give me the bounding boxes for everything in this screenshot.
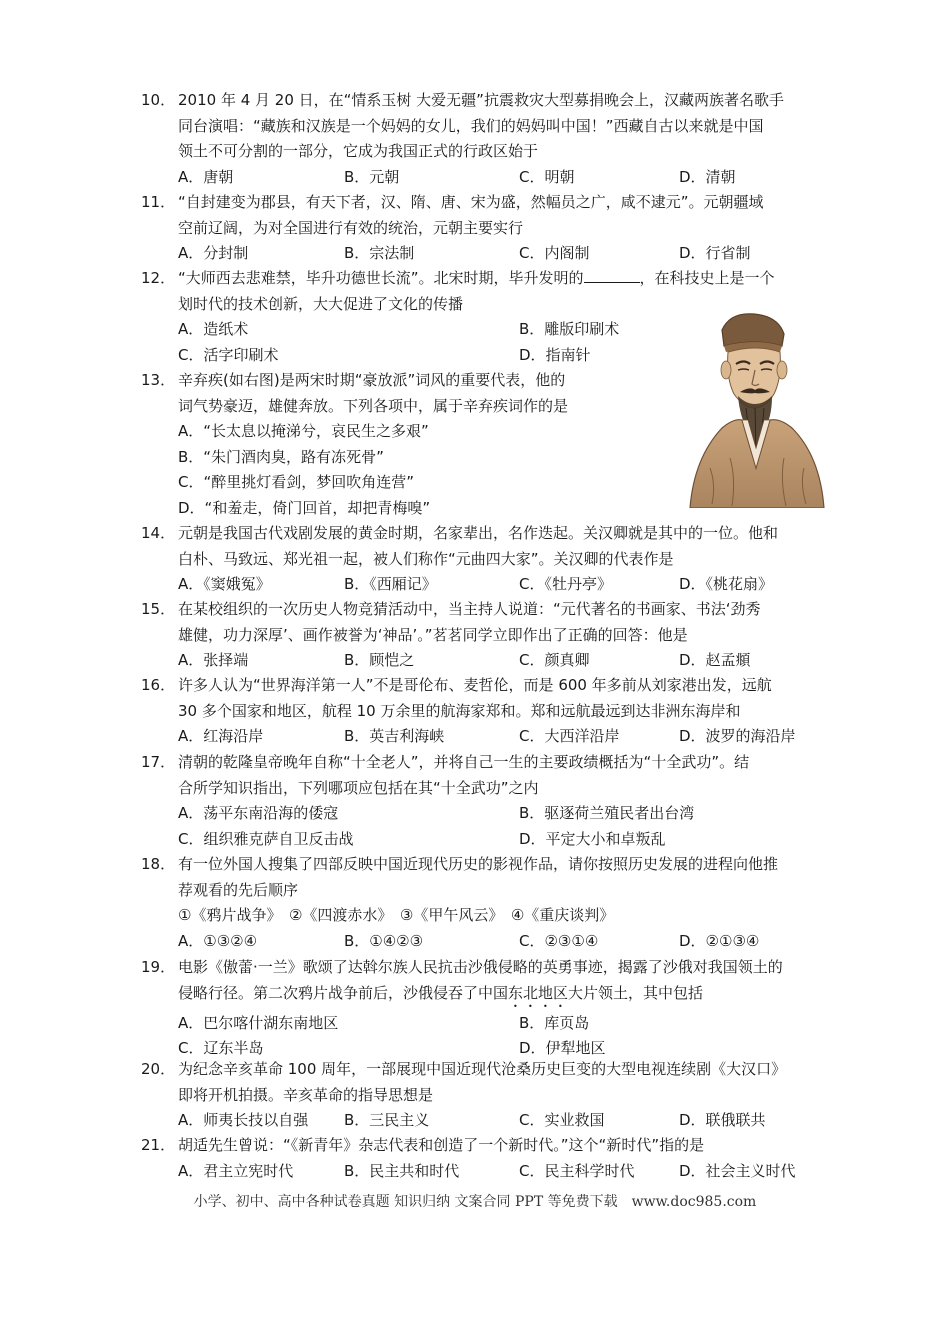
question-number: 21． (141, 1136, 176, 1154)
question-number: 17． (141, 753, 176, 771)
options-row (141, 648, 861, 674)
question-text: 电影《傲蕾·一兰》歌颂了达斡尔族人民抗击沙俄侵略的英勇事迹，揭露了沙俄对我国领土的 (178, 958, 783, 976)
question-text: 为纪念辛亥革命 100 周年，一部展现中国近现代沧桑历史巨变的大型电视连续剧《大汉口》 (178, 1060, 787, 1078)
option-d: D．赵孟頫 (679, 651, 751, 669)
question-number: 13． (141, 371, 176, 389)
question-text: 在某校组织的一次历史人物竞猜活动中，当主持人说道：“元代著名的书画家、书法‘劲秀 (178, 600, 761, 618)
question-text: 即将开机拍摄。辛亥革命的指导思想是 (178, 1085, 434, 1104)
option-a: A．张择端 (178, 651, 249, 669)
options-row (141, 929, 861, 955)
option-b: B．英吉利海峡 (344, 727, 445, 745)
option-a: A．师夷长技以自强 (178, 1111, 309, 1129)
question-number: 16． (141, 676, 176, 694)
question-16 (141, 673, 861, 750)
question-text: 词气势豪迈，雄健奔放。下列各项中，属于辛弃疾词作的是 (178, 396, 569, 415)
question-number: 20． (141, 1060, 176, 1078)
question-text: 合所学知识指出，下列哪项应包括在其“十全武功”之内 (178, 778, 539, 797)
question-text: 荐观看的先后顺序 (178, 880, 299, 899)
question-text: “自封建变为郡县，有天下者，汉、隋、唐、宋为盛，然幅员之广，咸不逮元”。元朝疆域 (178, 193, 764, 211)
option-c: C．大西洋沿岸 (519, 727, 620, 745)
film-list: ①《鸦片战争》 ②《四渡赤水》 ③《甲午风云》 ④《重庆谈判》 (178, 906, 615, 924)
option-b: B．民主共和时代 (344, 1161, 460, 1180)
page-footer: 小学、初中、高中各种试卷真题 知识归纳 文案合同 PPT 等免费下载 www.doc985.com (193, 1194, 757, 1210)
option-b: B．《西厢记》 (344, 575, 437, 593)
question-text: 有一位外国人搜集了四部反映中国近现代历史的影视作品，请你按照历史发展的进程向他推 (178, 855, 779, 873)
question-10 (141, 88, 861, 190)
option-b: B．顾恺之 (344, 651, 415, 669)
options-row (141, 165, 861, 191)
question-text: 白朴、马致远、郑光祖一起，被人们称作“元曲四大家”。关汉卿的代表作是 (178, 549, 674, 568)
option-c: C．明朝 (519, 167, 575, 186)
option-a: A．分封制 (178, 244, 249, 262)
options-row (141, 1159, 861, 1185)
options-row (141, 1011, 861, 1037)
question-text: 划时代的技术创新，大大促进了文化的传播 (178, 294, 464, 313)
option-d: D．清朝 (679, 167, 736, 186)
question-text: 清朝的乾隆皇帝晚年自称“十全老人”，并将自己一生的主要政绩概括为“十全武功”。结 (178, 753, 750, 771)
option-d: D．②①③④ (679, 931, 760, 950)
option-a: A．红海沿岸 (178, 727, 264, 745)
option-d: D．社会主义时代 (679, 1161, 796, 1180)
question-text: 元朝是我国古代戏剧发展的黄金时期，名家辈出，名作迭起。关汉卿就是其中的一位。他和 (178, 524, 779, 542)
option-a: A．造纸术 (178, 320, 249, 338)
options-row (141, 801, 861, 827)
question-text: 领土不可分割的一部分，它成为我国正式的行政区始于 (178, 142, 539, 160)
option-a: A．“长太息以掩涕兮，哀民生之多艰” (178, 422, 429, 440)
question-number: 14． (141, 524, 176, 542)
question-text (141, 266, 861, 292)
options-row (141, 572, 861, 598)
option-d: D．伊犁地区 (519, 1039, 606, 1057)
option-d: D．波罗的海沿岸 (679, 727, 796, 745)
option-d: D．行省制 (679, 244, 751, 262)
option-c: C．辽东半岛 (178, 1039, 264, 1057)
option-b: B．宗法制 (344, 244, 415, 262)
options-row (141, 1108, 861, 1134)
option-a: A．荡平东南沿海的倭寇 (178, 804, 339, 822)
question-number: 11． (141, 193, 176, 211)
question-21 (141, 1133, 861, 1184)
question-text: 空前辽阔，为对全国进行有效的统治，元朝主要实行 (178, 218, 524, 237)
option-c: C．组织雅克萨自卫反击战 (178, 829, 354, 848)
question-text-part: ，在科技史上是一个 (639, 269, 775, 287)
option-b: B．三民主义 (344, 1111, 430, 1129)
question-18 (141, 852, 861, 954)
option-d: D．《桃花扇》 (679, 575, 774, 593)
option-a: A．《窦娥冤》 (178, 575, 271, 593)
question-20 (141, 1057, 861, 1134)
option-d: D．指南针 (519, 345, 591, 364)
answer-blank (584, 267, 640, 283)
option-b: B．库页岛 (519, 1013, 590, 1032)
question-text: 辛弃疾(如右图)是两宋时期“豪放派”词风的重要代表，他的 (178, 371, 566, 389)
question-17 (141, 750, 861, 852)
option-c: C．②③①④ (519, 931, 599, 950)
option-c: C．活字印刷术 (178, 345, 279, 364)
option-a: A．唐朝 (178, 167, 234, 186)
option-c: C．民主科学时代 (519, 1161, 635, 1180)
question-text-part: 侵略行径。第二次鸦片战争前后，沙俄侵吞了中国 (178, 983, 509, 1002)
option-c: C．《牡丹亭》 (519, 575, 612, 593)
question-15 (141, 597, 861, 674)
question-text-part: 大片领土，其中包括 (568, 983, 704, 1002)
question-text-part: “大师西去悲难禁，毕升功德世长流”。北宋时期，毕升发明的 (178, 269, 584, 287)
option-d: D．平定大小和卓叛乱 (519, 829, 666, 848)
question-number: 12． (141, 269, 176, 287)
question-text: 雄健，功力深厚’、画作被誉为‘神品’。”茗茗同学立即作出了正确的回答：他是 (178, 625, 688, 644)
option-d: D．“和羞走，倚门回首，却把青梅嗅” (178, 498, 431, 517)
question-11 (141, 190, 861, 267)
question-14 (141, 521, 861, 598)
question-text (141, 981, 861, 1011)
option-c: C．实业救国 (519, 1111, 605, 1129)
emphasized-text: 东北地区 (508, 983, 569, 1002)
option-b: B．①④②③ (344, 931, 424, 950)
option-c: C．“醉里挑灯看剑，梦回吹角连营” (178, 473, 415, 491)
question-number: 18． (141, 855, 176, 873)
options-row (141, 827, 861, 853)
option-d: D．联俄联共 (679, 1111, 766, 1129)
option-a: A．巴尔喀什湖东南地区 (178, 1013, 339, 1032)
question-text: 胡适先生曾说：“《新青年》杂志代表和创造了一个新时代。”这个“新时代”指的是 (178, 1136, 705, 1154)
question-text: 30 多个国家和地区，航程 10 万余里的航海家郑和。郑和远航最远到达非洲东海岸和 (178, 701, 741, 720)
option-a: A．①③②④ (178, 931, 258, 950)
option-b: B．驱逐荷兰殖民者出台湾 (519, 804, 695, 822)
question-19 (141, 955, 861, 1062)
option-c: C．颜真卿 (519, 651, 590, 669)
question-number: 15． (141, 600, 176, 618)
question-number: 19． (141, 958, 176, 976)
option-b: B．雕版印刷术 (519, 320, 620, 338)
question-number: 10． (141, 91, 176, 109)
question-text: 同台演唱：“藏族和汉族是一个妈妈的女儿，我们的妈妈叫中国！”西藏自古以来就是中国 (178, 116, 764, 135)
question-text: 许多人认为“世界海洋第一人”不是哥伦布、麦哲伦，而是 600 年多前从刘家港出发，远航 (178, 676, 772, 694)
question-text: 2010 年 4 月 20 日，在“情系玉树 大爱无疆”抗震救灾大型募捐晚会上，汉藏两族著名歌手 (178, 91, 784, 109)
option-c: C．内阁制 (519, 244, 590, 262)
options-row (141, 724, 861, 750)
xin-qiji-portrait (660, 308, 845, 508)
options-row (141, 241, 861, 267)
option-b: B．元朝 (344, 167, 400, 186)
option-a: A．君主立宪时代 (178, 1161, 294, 1180)
option-b: B．“朱门酒肉臭，路有冻死骨” (178, 447, 384, 466)
